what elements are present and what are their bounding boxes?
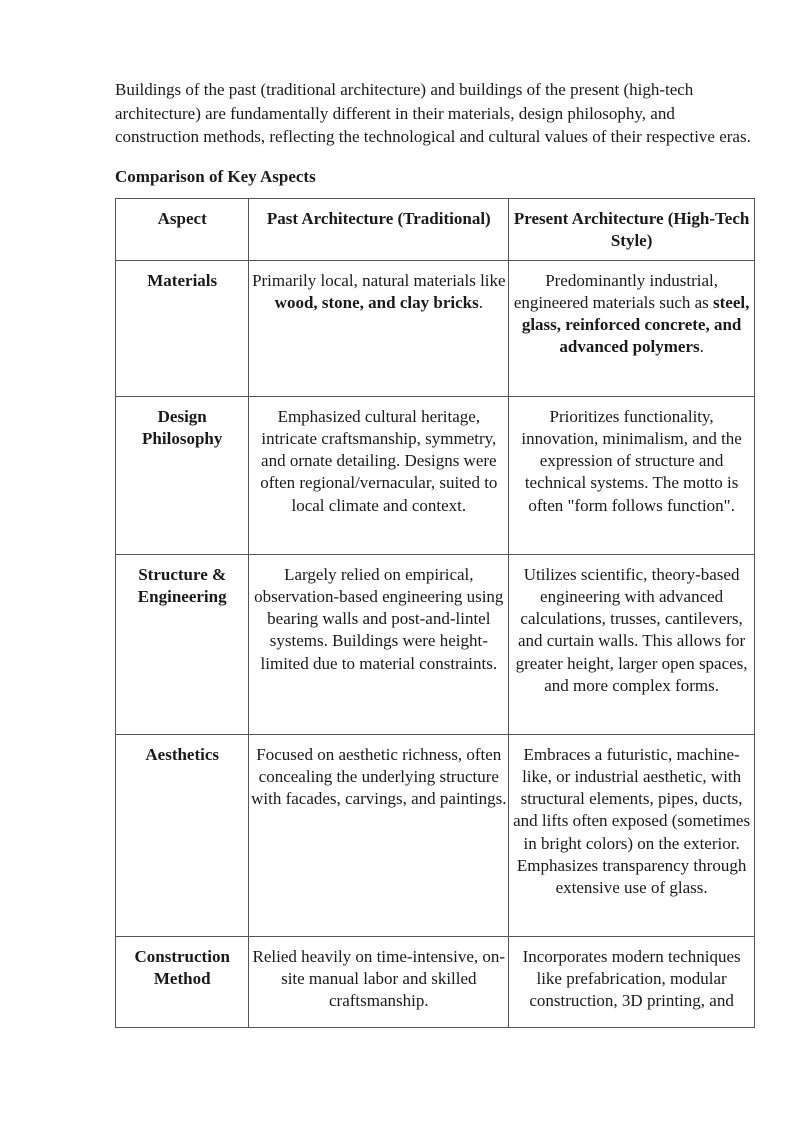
aspect-cell: Aesthetics (116, 734, 249, 936)
past-cell: Largely relied on empirical, observation-based engineering using bearing walls and post-and-lintel systems. Buildings were height-limited due to material constraints. (249, 554, 509, 734)
table-row (116, 260, 755, 396)
section-heading: Comparison of Key Aspects (115, 166, 316, 186)
aspect-cell: Materials (116, 260, 249, 396)
table-row (116, 554, 755, 734)
present-cell: Prioritizes functionality, innovation, minimalism, and the expression of structure and technical systems. The motto is often "form follows function". (509, 396, 755, 554)
intro-paragraph: Buildings of the past (traditional architecture) and buildings of the present (high-tech architecture) are fundamentally different in their materials, design philosophy, and construction methods, reflecting the technological and cultural values of their respective eras. (115, 80, 751, 146)
table-row (116, 396, 755, 554)
table-header-row (116, 198, 755, 260)
table-row (116, 734, 755, 936)
cell-text: . (478, 292, 483, 312)
header-aspect: Aspect (116, 198, 249, 260)
comparison-table (115, 198, 755, 1028)
aspect-cell: Structure & Engineering (116, 554, 249, 734)
present-cell: Utilizes scientific, theory-based engineering with advanced calculations, trusses, cantilevers, and curtain walls. This allows for greater height, larger open spaces, and more complex forms. (509, 554, 755, 734)
cell-text: Predominantly industrial, engineered materials such as (513, 270, 719, 312)
aspect-cell: Design Philosophy (116, 396, 249, 554)
aspect-cell: Construction Method (116, 936, 249, 1027)
past-cell: Relied heavily on time-intensive, on-site manual labor and skilled craftsmanship. (249, 936, 509, 1027)
table-row (116, 936, 755, 1027)
header-past: Past Architecture (Traditional) (249, 198, 509, 260)
past-cell: Emphasized cultural heritage, intricate craftsmanship, symmetry, and ornate detailing. Designs were often regional/vernacular, suited to local climate and context. (249, 396, 509, 554)
cell-text: . (699, 337, 704, 357)
present-cell (509, 260, 755, 396)
cell-bold-text: wood, stone, and clay bricks (274, 292, 479, 312)
header-present: Present Architecture (High-Tech Style) (509, 198, 755, 260)
present-cell: Incorporates modern techniques like prefabrication, modular construction, 3D printing, and (509, 936, 755, 1027)
past-cell: Focused on aesthetic richness, often concealing the underlying structure with facades, carvings, and paintings. (249, 734, 509, 936)
cell-bold-text: steel, glass, reinforced concrete, and advanced polymers (521, 292, 750, 357)
document-page (115, 78, 755, 1028)
cell-text: Primarily local, natural materials like (252, 270, 506, 290)
past-cell (249, 260, 509, 396)
present-cell: Embraces a futuristic, machine-like, or industrial aesthetic, with structural elements, pipes, ducts, and lifts often exposed (sometimes in bright colors) on the exterior. Emphasizes transparency through extensive use of glass. (509, 734, 755, 936)
